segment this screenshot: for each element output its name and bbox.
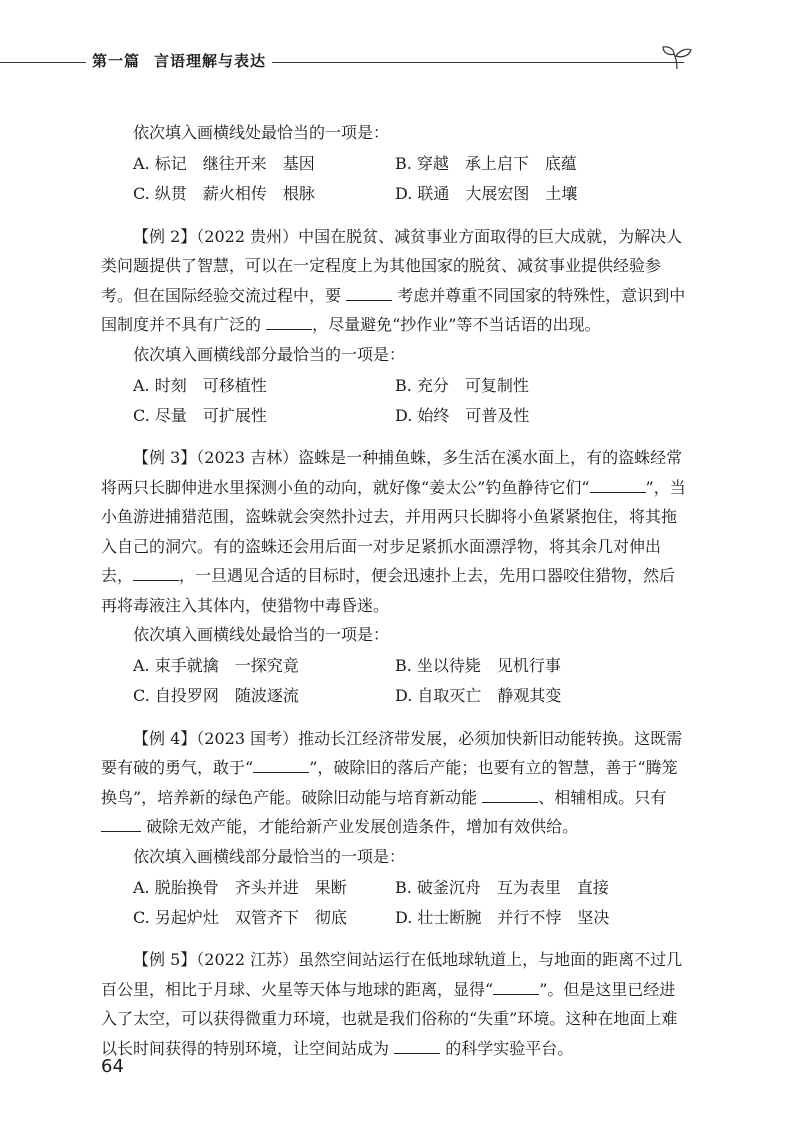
answer-blank bbox=[482, 788, 538, 803]
passage-text: ，一旦遇见合适的目标时，便会迅速扑上去，先用口器咬住猎物，然后再将毒液注入其体内，使猎物中毒昏迷。 bbox=[101, 566, 676, 615]
option-a: A. 脱胎换骨 齐头并进 果断 bbox=[133, 877, 347, 897]
passage-text: ”。但是这里已经进入了太空，可以获得微重力环境，也就是我们俗称的“失重”环境。这种在地面上难以长时间获得的特别环境，让空间站成为 bbox=[101, 979, 678, 1058]
option-d: D. 自取灭亡 静观其变 bbox=[395, 686, 562, 705]
options-table bbox=[101, 148, 686, 208]
example-source: （2022 贵州） bbox=[196, 226, 299, 246]
example-4-text bbox=[101, 724, 686, 842]
example-label: 【例 3】 bbox=[133, 448, 197, 467]
page-content bbox=[101, 118, 686, 1063]
example-5-text bbox=[101, 945, 686, 1063]
example-3-text bbox=[101, 443, 686, 620]
header-rule-right bbox=[272, 62, 684, 63]
passage-text: ”，当小鱼游进捕猎范围，盗蛛就会突然扑过去，并用两只长脚将小鱼紧紧抱住，将其拖入自己的洞穴。有的盗蛛还会用后面一对步足紧抓水面漂浮物，将其余几对伸出去， bbox=[101, 477, 686, 585]
answer-blank bbox=[394, 1039, 440, 1054]
example-label: 【例 4】 bbox=[133, 728, 197, 748]
example-2-text bbox=[101, 222, 686, 340]
answer-blank bbox=[590, 478, 646, 493]
example-label: 【例 2】 bbox=[133, 226, 197, 246]
sprout-icon bbox=[660, 44, 694, 70]
passage-text: 盗蛛是一种捕鱼蛛，多生活在溪水面上，有的盗蛛经常将两只长脚伸进水里探测小鱼的动向，就好像“姜太公”钓鱼静待它们“ bbox=[101, 448, 683, 497]
passage-text: 的科学实验平台。 bbox=[445, 1038, 574, 1058]
answer-blank bbox=[253, 758, 309, 773]
option-c: C. 另起炉灶 双管齐下 彻底 bbox=[133, 907, 347, 927]
options-table bbox=[101, 871, 686, 931]
page-number: 64 bbox=[101, 1056, 124, 1077]
header-rule-left bbox=[0, 62, 86, 63]
question-stem: 依次填入画横线部分最恰当的一项是： bbox=[133, 846, 406, 866]
example-source: （2023 国考） bbox=[196, 728, 299, 748]
option-d: D. 始终 可普及性 bbox=[395, 405, 530, 425]
question-stem: 依次填入画横线处最恰当的一项是： bbox=[133, 123, 390, 142]
question-stem: 依次填入画横线处最恰当的一项是： bbox=[133, 625, 390, 644]
passage-text: 、相辅相成。只有 bbox=[538, 787, 667, 807]
option-b: B. 穿越 承上启下 底蕴 bbox=[395, 154, 577, 173]
header-title bbox=[92, 50, 266, 71]
page-header bbox=[0, 44, 800, 80]
option-b: B. 充分 可复制性 bbox=[395, 375, 529, 395]
passage-text: 考虑并尊重不同国家的特殊性，意识到中国制度并不具有广泛的 bbox=[101, 285, 686, 334]
passage-text: ，尽量避免“抄作业”等不当话语的出现。 bbox=[312, 315, 601, 334]
option-d: D. 壮士断腕 并行不悖 坚决 bbox=[395, 907, 610, 927]
option-c: C. 自投罗网 随波逐流 bbox=[133, 686, 299, 705]
question-stem: 依次填入画横线部分最恰当的一项是： bbox=[133, 344, 406, 364]
option-b: B. 坐以待毙 见机行事 bbox=[395, 656, 561, 675]
answer-blank bbox=[101, 817, 141, 832]
option-c: C. 纵贯 薪火相传 根脉 bbox=[133, 184, 315, 203]
option-d: D. 联通 大展宏图 土壤 bbox=[395, 184, 578, 203]
option-a: A. 束手就擒 一探究竟 bbox=[133, 656, 299, 675]
answer-blank bbox=[133, 566, 179, 581]
options-table bbox=[101, 369, 686, 429]
answer-blank bbox=[493, 980, 539, 995]
answer-blank bbox=[266, 315, 312, 330]
passage-text: 中国在脱贫、减贫事业方面取得的巨大成就，为解决人类问题提供了智慧，可以在一定程度上为其他国家的脱贫、减贫事业提供经验参考。但在国际经验交流过程中，要 bbox=[101, 226, 683, 305]
passage-text: 推动长江经济带发展，必须加快新旧动能转换。这既需要有破的勇气，敢于“ bbox=[101, 728, 683, 777]
example-source: （2022 江苏） bbox=[196, 950, 299, 969]
option-a: A. 标记 继往开来 基因 bbox=[133, 154, 315, 173]
option-a: A. 时刻 可移植性 bbox=[133, 375, 267, 395]
header-part: 第一篇 bbox=[92, 52, 141, 70]
passage-text: ”，破除旧的落后产能；也要有立的智慧，善于“腾笼换鸟”，培养新的绿色产能。破除旧动能与培育新动能 bbox=[101, 758, 678, 807]
example-label: 【例 5】 bbox=[133, 950, 197, 969]
example-source: （2023 吉林） bbox=[196, 448, 299, 467]
passage-text: 破除无效产能，才能给新产业发展创造条件，增加有效供给。 bbox=[146, 817, 579, 836]
option-b: B. 破釜沉舟 互为表里 直接 bbox=[395, 877, 609, 897]
answer-blank bbox=[346, 286, 392, 301]
passage-text: 虽然空间站运行在低地球轨道上，与地面的距离不过几百公里，相比于月球、火星等天体与地球的距离，显得“ bbox=[101, 950, 683, 999]
option-c: C. 尽量 可扩展性 bbox=[133, 405, 267, 425]
options-table bbox=[101, 650, 686, 710]
header-section: 言语理解与表达 bbox=[154, 52, 267, 70]
